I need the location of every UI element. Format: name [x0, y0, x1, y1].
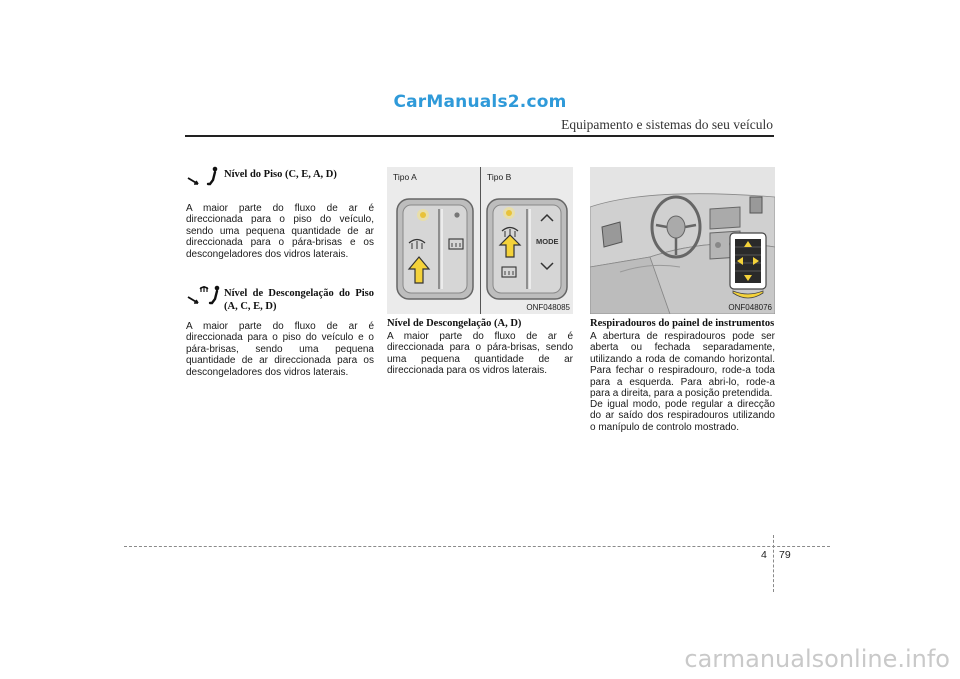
defrost-text: A maior parte do fluxo de ar é direccionada para o pára-brisas, sendo uma pequena quantidade de ar direccionada para os vidros laterais. [387, 331, 573, 377]
defrost-heading: Nível de Descongelação (A, D) [387, 318, 522, 329]
type-a-panel [395, 191, 475, 301]
floor-heading: Nível do Piso (C, E, A, D) [224, 169, 337, 180]
floor-defrost-text: A maior parte do fluxo de ar é direccionada para o piso do veículo e o pára-brisas, sendo uma pequena quantidade de ar direccionada para os descongeladores dos vidros laterais. [186, 321, 374, 378]
mode-label: MODE [536, 237, 559, 246]
floor-defrost-heading: Nível de Descongelação do Piso (A, C, E, D) [224, 288, 374, 312]
floor-defrost-icon [186, 284, 222, 310]
vents-text-1: A abertura de respiradouros pode ser aberta ou fechada separadamente, utilizando a roda de comando horizontal. Para fechar o respiradouro, rode-a toda para a esquerda. Para abri-lo, rode-a para a direita, para a posição pretendida. [590, 331, 775, 400]
watermark-top: CarManuals2.com [393, 92, 567, 112]
footer-vertical-rule [773, 535, 774, 592]
type-a-label: Tipo A [393, 172, 417, 182]
climate-control-figure [387, 167, 573, 314]
vents-text-2: De igual modo, pode regular a direcção do ar saído dos respiradouros utilizando o manípulo de controlo mostrado. [590, 399, 775, 433]
vents-heading: Respiradouros do painel de instrumentos [590, 318, 775, 329]
watermark-bottom: carmanualsonline.info [684, 645, 950, 673]
dashboard-vent-figure [590, 167, 775, 314]
footer-rule [124, 546, 830, 547]
type-b-label: Tipo B [487, 172, 512, 182]
floor-icon [186, 166, 220, 192]
figure-code-onf048076: ONF048076 [728, 303, 772, 312]
figure-divider [480, 167, 481, 314]
floor-text: A maior parte do fluxo de ar é direccionada para o piso do veículo, sendo uma pequena quantidade de ar direccionada para o pára-brisas e os descongeladores dos vidros laterais. [186, 203, 374, 260]
figure-code-onf048085: ONF048085 [526, 303, 570, 312]
chapter-number: 4 [761, 549, 767, 561]
header-rule [185, 135, 774, 137]
page-number: 79 [779, 549, 791, 561]
section-title: Equipamento e sistemas do seu veículo [561, 117, 773, 132]
type-b-panel [485, 191, 569, 301]
vent-inset [727, 231, 771, 301]
